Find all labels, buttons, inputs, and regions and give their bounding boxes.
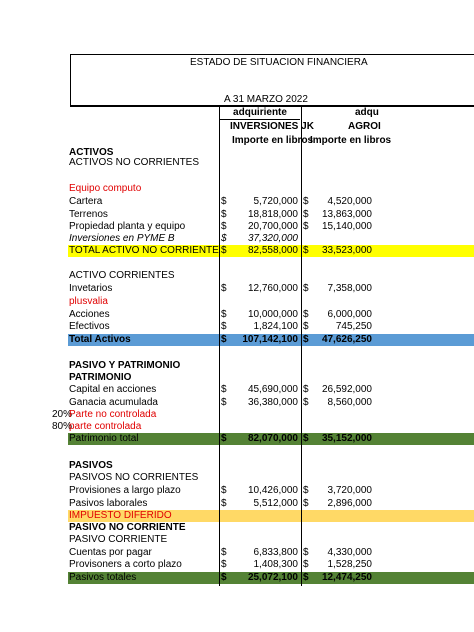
terrenos-value-1: 18,818,000 bbox=[247, 209, 298, 220]
statement-date: A 31 MARZO 2022 bbox=[224, 94, 308, 105]
provisiones-cp-currency-1: $ bbox=[221, 559, 227, 570]
pasivos-totales-currency-2: $ bbox=[303, 572, 309, 583]
efectivos-value-2: 745,250 bbox=[335, 321, 372, 332]
pasivos-totales-value-1: 25,072,100 bbox=[247, 572, 298, 583]
terrenos-label: Terrenos bbox=[69, 209, 108, 220]
patrimonio-heading: PATRIMONIO bbox=[69, 372, 132, 383]
activos-heading: ACTIVOS bbox=[69, 147, 114, 158]
ganancia-value-2: 8,560,000 bbox=[327, 397, 372, 408]
col2-subheader: Importe en libros bbox=[310, 135, 392, 146]
impuesto-diferido-label: IMPUESTO DIFERIDO bbox=[69, 510, 172, 521]
cuentas-pagar-currency-1: $ bbox=[221, 547, 227, 558]
efectivos-value-1: 1,824,100 bbox=[253, 321, 298, 332]
pasivos-totales-currency-1: $ bbox=[221, 572, 227, 583]
ppe-label: Propiedad planta y equipo bbox=[69, 221, 186, 232]
cuentas-pagar-value-1: 6,833,800 bbox=[253, 547, 298, 558]
pasivos-laborales-currency-2: $ bbox=[303, 498, 309, 509]
provisiones-lp-label: Provisiones a largo plazo bbox=[69, 485, 181, 496]
pasivos-laborales-label: Pasivos laborales bbox=[69, 498, 148, 509]
ganancia-currency-2: $ bbox=[303, 397, 309, 408]
provisiones-cp-currency-2: $ bbox=[303, 559, 309, 570]
inventarios-value-2: 7,358,000 bbox=[327, 283, 372, 294]
patrimonio-total-value-2: 35,152,000 bbox=[321, 433, 372, 444]
provisiones-lp-currency-2: $ bbox=[303, 485, 309, 496]
ganancia-currency-1: $ bbox=[221, 397, 227, 408]
cuentas-pagar-currency-2: $ bbox=[303, 547, 309, 558]
pasivos-no-corrientes-heading: PASIVOS NO CORRIENTES bbox=[69, 472, 199, 483]
controlada-label: parte controlada bbox=[69, 421, 142, 432]
total-anc-currency-2: $ bbox=[303, 245, 309, 256]
col2-role: adqu bbox=[355, 107, 379, 118]
ppe-currency-2: $ bbox=[303, 221, 309, 232]
provisiones-cp-value-2: 1,528,250 bbox=[327, 559, 372, 570]
total-activos-currency-2: $ bbox=[303, 334, 309, 345]
provisiones-lp-value-2: 3,720,000 bbox=[327, 485, 372, 496]
acciones-label: Acciones bbox=[69, 309, 110, 320]
inventarios-label: Invetarios bbox=[69, 283, 113, 294]
cartera-label: Cartera bbox=[69, 196, 103, 207]
patrimonio-total-value-1: 82,070,000 bbox=[247, 433, 298, 444]
pasivos-laborales-value-2: 2,896,000 bbox=[327, 498, 372, 509]
pasivo-patrimonio-heading: PASIVO Y PATRIMONIO bbox=[69, 360, 181, 371]
provisiones-cp-value-1: 1,408,300 bbox=[253, 559, 298, 570]
capital-value-1: 45,690,000 bbox=[247, 384, 298, 395]
col1-subheader: Importe en libros bbox=[232, 135, 314, 146]
cartera-currency-1: $ bbox=[221, 196, 227, 207]
col1-role: adquiriente bbox=[220, 107, 300, 120]
inventarios-value-1: 12,760,000 bbox=[247, 283, 298, 294]
acciones-value-1: 10,000,000 bbox=[247, 309, 298, 320]
patrimonio-total-currency-2: $ bbox=[303, 433, 309, 444]
patrimonio-total-label: Patrimonio total bbox=[69, 433, 139, 444]
pyme-label: Inversiones en PYME B bbox=[69, 233, 175, 244]
terrenos-value-2: 13,863,000 bbox=[321, 209, 372, 220]
pyme-currency-1: $ bbox=[221, 233, 227, 244]
col1-right-border bbox=[301, 106, 302, 586]
inventarios-currency-2: $ bbox=[303, 283, 309, 294]
terrenos-currency-2: $ bbox=[303, 209, 309, 220]
plusvalia-label: plusvalia bbox=[69, 296, 108, 307]
pasivos-totales-label: Pasivos totales bbox=[69, 572, 137, 583]
col1-left-border bbox=[219, 106, 220, 586]
activos-no-corrientes-heading: ACTIVOS NO CORRIENTES bbox=[69, 157, 200, 168]
cuentas-pagar-label: Cuentas por pagar bbox=[69, 547, 152, 558]
pasivo-no-corriente-heading: PASIVO NO CORRIENTE bbox=[69, 522, 186, 533]
cuentas-pagar-value-2: 4,330,000 bbox=[327, 547, 372, 558]
total-activos-currency-1: $ bbox=[221, 334, 227, 345]
pasivo-corriente-heading: PASIVO CORRIENTE bbox=[69, 534, 168, 545]
total-anc-currency-1: $ bbox=[221, 245, 227, 256]
total-anc-value-1: 82,558,000 bbox=[247, 245, 298, 256]
patrimonio-total-currency-1: $ bbox=[221, 433, 227, 444]
ppe-value-1: 20,700,000 bbox=[247, 221, 298, 232]
cartera-value-2: 4,520,000 bbox=[327, 196, 372, 207]
terrenos-currency-1: $ bbox=[221, 209, 227, 220]
equipo-computo-label: Equipo computo bbox=[69, 183, 142, 194]
cartera-value-1: 5,720,000 bbox=[253, 196, 298, 207]
ppe-value-2: 15,140,000 bbox=[321, 221, 372, 232]
efectivos-currency-1: $ bbox=[221, 321, 227, 332]
pyme-value-1: 37,320,000 bbox=[247, 233, 298, 244]
controlada-pct: 80% bbox=[52, 421, 73, 432]
statement-title: ESTADO DE SITUACION FINANCIERA bbox=[190, 57, 368, 68]
col2-company: AGROI bbox=[348, 121, 381, 132]
pasivos-laborales-currency-1: $ bbox=[221, 498, 227, 509]
inventarios-currency-1: $ bbox=[221, 283, 227, 294]
capital-value-2: 26,592,000 bbox=[321, 384, 372, 395]
capital-currency-2: $ bbox=[303, 384, 309, 395]
cartera-currency-2: $ bbox=[303, 196, 309, 207]
efectivos-label: Efectivos bbox=[69, 321, 110, 332]
total-activos-value-2: 47,626,250 bbox=[321, 334, 372, 345]
acciones-currency-2: $ bbox=[303, 309, 309, 320]
total-activos-label: Total Activos bbox=[69, 334, 131, 345]
acciones-currency-1: $ bbox=[221, 309, 227, 320]
ganancia-value-1: 36,380,000 bbox=[247, 397, 298, 408]
pasivos-laborales-value-1: 5,512,000 bbox=[253, 498, 298, 509]
efectivos-currency-2: $ bbox=[303, 321, 309, 332]
provisiones-cp-label: Provisoners a corto plazo bbox=[69, 559, 182, 570]
no-controlada-label: Parte no controlada bbox=[69, 409, 157, 420]
provisiones-lp-currency-1: $ bbox=[221, 485, 227, 496]
capital-label: Capital en acciones bbox=[69, 384, 157, 395]
total-anc-value-2: 33,523,000 bbox=[321, 245, 372, 256]
activo-corrientes-heading: ACTIVO CORRIENTES bbox=[69, 270, 175, 281]
total-anc-label: TOTAL ACTIVO NO CORRIENTE bbox=[69, 245, 219, 256]
ppe-currency-1: $ bbox=[221, 221, 227, 232]
pasivos-totales-value-2: 12,474,250 bbox=[321, 572, 372, 583]
total-activos-value-1: 107,142,100 bbox=[242, 334, 298, 345]
acciones-value-2: 6,000,000 bbox=[327, 309, 372, 320]
capital-currency-1: $ bbox=[221, 384, 227, 395]
col1-company: INVERSIONES JK bbox=[230, 121, 314, 132]
pasivos-heading: PASIVOS bbox=[69, 460, 113, 471]
no-controlada-pct: 20% bbox=[52, 409, 73, 420]
provisiones-lp-value-1: 10,426,000 bbox=[247, 485, 298, 496]
ganancia-label: Ganacia acumulada bbox=[69, 397, 158, 408]
